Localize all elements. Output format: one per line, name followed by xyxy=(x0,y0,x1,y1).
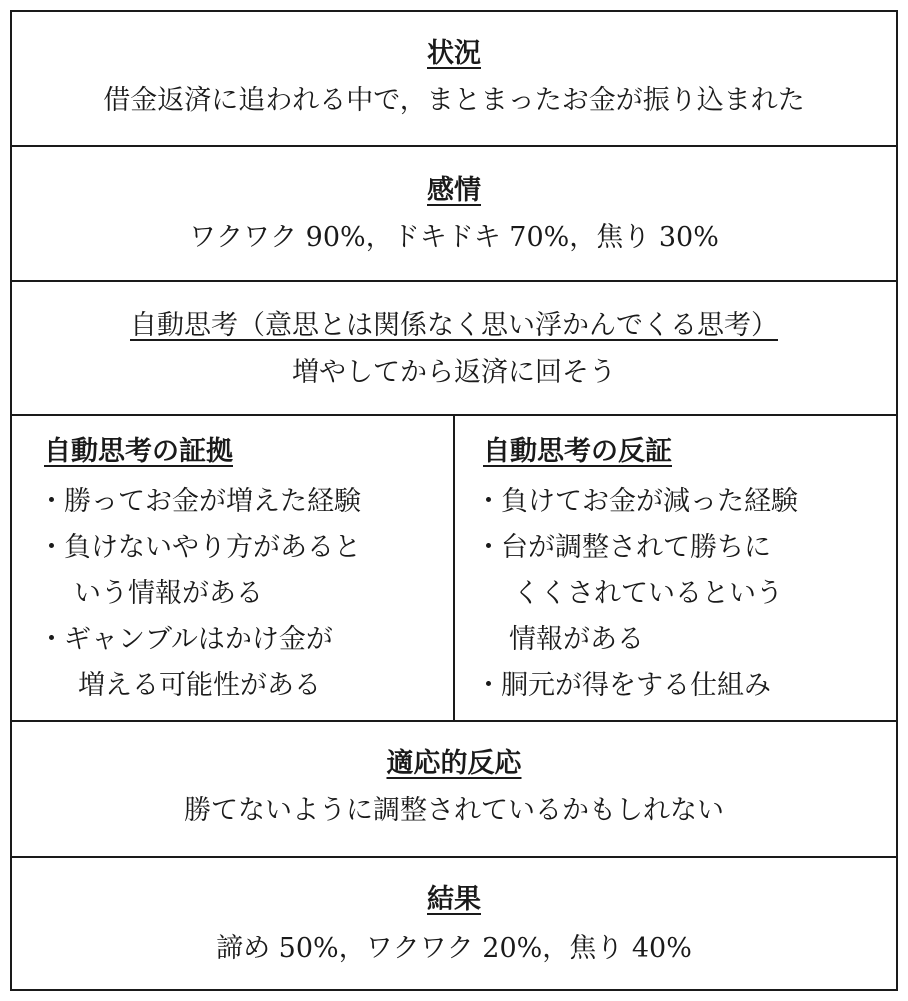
thought-record-sheet xyxy=(10,10,898,991)
adaptive-response-text: 勝てないように調整されているかもしれない xyxy=(184,795,724,826)
list-item-text: 台が調整されて勝ちに xyxy=(501,532,771,563)
evidence-section xyxy=(12,416,896,722)
adaptive-response-section xyxy=(12,722,896,858)
list-item-text: 胴元が得をする仕組み xyxy=(501,670,771,701)
list-item-text: 負けてお金が減った経験 xyxy=(501,486,798,517)
counter-evidence-column xyxy=(455,416,896,720)
evidence-column xyxy=(12,416,455,720)
emotion-section xyxy=(12,147,896,282)
list-item-text: 負けないやり方があると xyxy=(64,532,361,563)
emotion-heading: 感情 xyxy=(427,175,481,206)
emotion-text: ワクワク 90%，ドキドキ 70%，焦り 30% xyxy=(189,222,719,253)
bullet-marker: ・ xyxy=(38,486,65,517)
adaptive-response-heading: 適応的反応 xyxy=(386,748,522,779)
bullet-marker: ・ xyxy=(475,532,502,563)
counter-evidence-heading: 自動思考の反証 xyxy=(483,436,672,467)
list-item-text: ギャンブルはかけ金が xyxy=(64,624,333,655)
evidence-heading: 自動思考の証拠 xyxy=(44,436,233,467)
list-item xyxy=(455,525,896,571)
situation-section xyxy=(12,12,896,147)
list-item-continuation: いう情報がある xyxy=(74,578,263,609)
result-section xyxy=(12,858,896,989)
automatic-thought-heading: 自動思考（意思とは関係なく思い浮かんでくる思考） xyxy=(130,310,778,341)
bullet-marker: ・ xyxy=(38,624,65,655)
list-item xyxy=(12,479,453,525)
list-item xyxy=(455,663,896,709)
result-heading: 結果 xyxy=(427,884,481,915)
list-item-continuation: くくされているという xyxy=(513,578,783,609)
automatic-thought-section xyxy=(12,282,896,416)
result-text: 諦め 50%，ワクワク 20%，焦り 40% xyxy=(216,933,692,964)
bullet-marker: ・ xyxy=(475,670,502,701)
situation-text: 借金返済に追われる中で，まとまったお金が振り込まれた xyxy=(103,85,805,116)
list-item-continuation: 情報がある xyxy=(509,624,644,655)
list-item-text: 勝ってお金が増えた経験 xyxy=(64,486,361,517)
bullet-marker: ・ xyxy=(38,532,65,563)
situation-heading: 状況 xyxy=(427,38,481,69)
list-item-continuation: 増える可能性がある xyxy=(78,670,321,701)
automatic-thought-text: 増やしてから返済に回そう xyxy=(292,357,616,388)
list-item xyxy=(12,617,453,663)
list-item xyxy=(455,479,896,525)
bullet-marker: ・ xyxy=(475,486,502,517)
list-item xyxy=(12,525,453,571)
